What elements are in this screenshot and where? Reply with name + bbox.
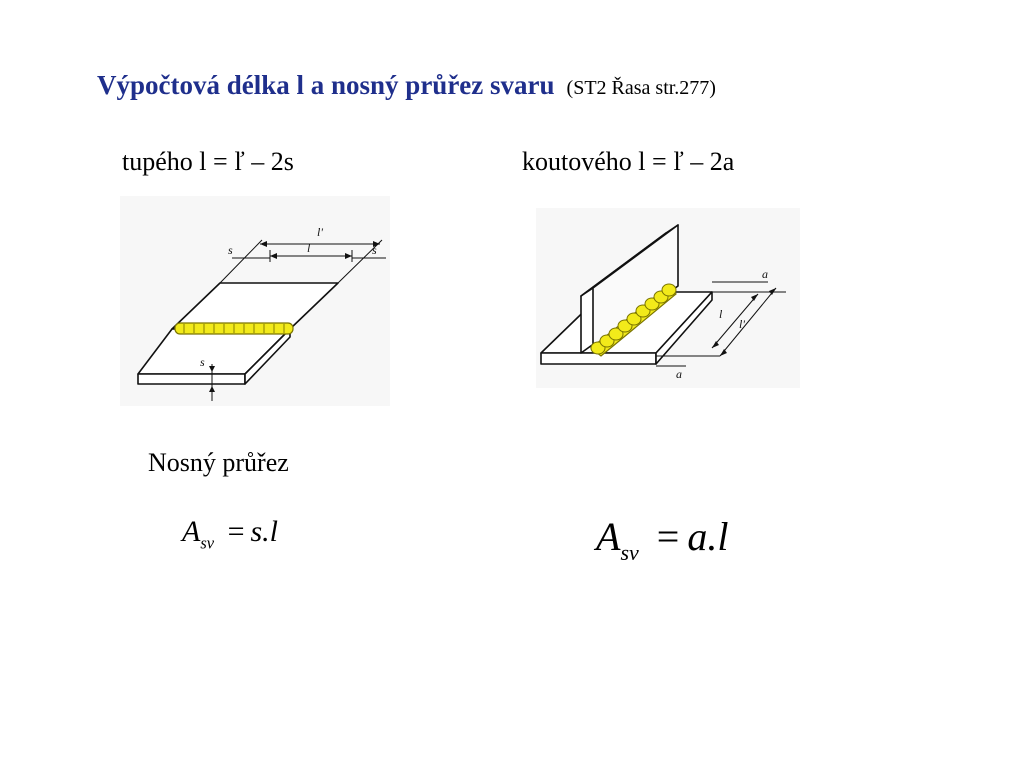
fillet-label-l: l <box>719 307 723 321</box>
title-reference: (ST2 Řasa str.277) <box>566 77 716 99</box>
fillet-formula-A: A <box>596 514 621 559</box>
fillet-formula-equals: = <box>656 514 680 559</box>
butt-formula-equals: = <box>227 515 245 548</box>
section-label: Nosný průřez <box>148 448 289 477</box>
butt-label-l: l <box>307 241 311 255</box>
butt-formula-subscript: sv <box>200 533 215 553</box>
butt-label-s-left: s <box>228 243 233 257</box>
butt-weld-bead <box>175 323 293 334</box>
fillet-weld-heading: koutového l = ľ – 2a <box>522 147 735 176</box>
page-title <box>97 70 716 101</box>
fillet-label-a-top: a <box>762 267 768 281</box>
butt-weld-diagram <box>120 196 390 406</box>
butt-front-edge <box>138 374 245 384</box>
butt-formula-A: A <box>182 515 201 548</box>
fillet-formula-subscript: sv <box>620 539 639 565</box>
fillet-weld-diagram <box>536 208 800 388</box>
butt-weld-heading: tupého l = ľ – 2s <box>122 147 294 176</box>
fillet-label-a-bottom: a <box>676 367 682 381</box>
butt-label-s-right: s <box>372 243 377 257</box>
fillet-formula-rhs: a.l <box>687 514 729 559</box>
butt-formula <box>182 515 278 553</box>
butt-label-lprime: l' <box>317 225 323 239</box>
butt-label-thickness: s <box>200 355 205 369</box>
title-main: Výpočtová délka l a nosný průřez svaru <box>97 70 555 100</box>
fillet-formula <box>596 513 728 566</box>
butt-formula-rhs: s.l <box>250 515 279 548</box>
fillet-label-lprime: l' <box>739 317 745 331</box>
